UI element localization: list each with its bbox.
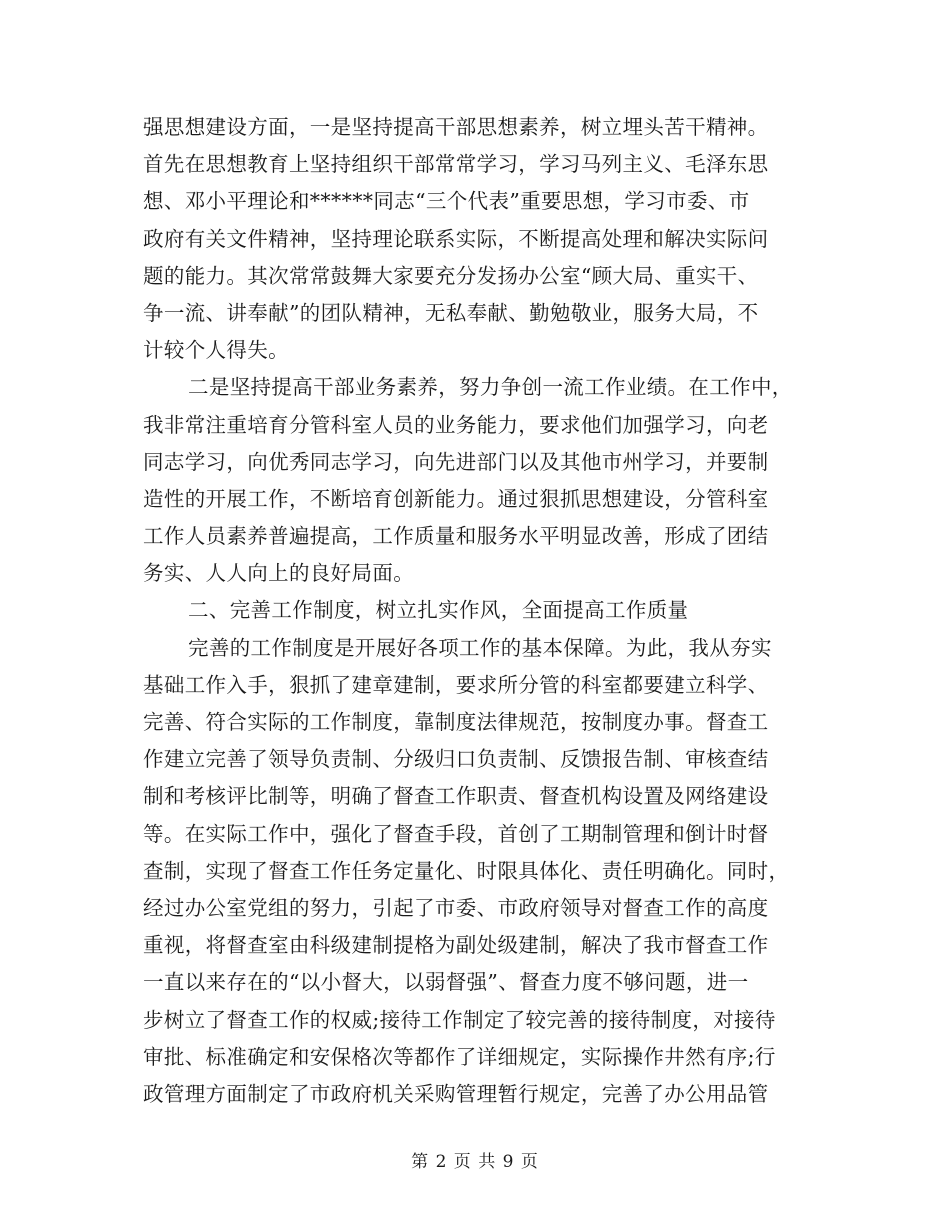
text-line: 造性的开展工作，不断培育创新能力。通过狠抓思想建设，分管科室	[143, 486, 769, 511]
paragraph-start-line: 完善的工作制度是开展好各项工作的基本保障。为此，我从夯实	[188, 635, 772, 660]
text-line: 争一流、讲奉献”的团队精神，无私奉献、勤勉敬业，服务大局，不	[143, 300, 759, 325]
text-line: 基础工作入手，狠抓了建章建制，要求所分管的科室都要建立科学、	[143, 672, 769, 697]
text-line: 计较个人得失。	[143, 338, 289, 363]
paragraph-start-line: 二是坚持提高干部业务素养，努力争创一流工作业绩。在工作中，	[188, 375, 793, 400]
text-line: 等。在实际工作中，强化了督查手段，首创了工期制管理和倒计时督	[143, 821, 769, 846]
text-line: 审批、标准确定和安保格次等都作了详细规定，实际操作井然有序;行	[143, 1044, 776, 1069]
page-number-footer: 第 2 页 共 9 页	[411, 1152, 539, 1172]
text-line: 强思想建设方面，一是坚持提高干部思想素养，树立埋头苦干精神。	[143, 115, 769, 139]
body-text	[143, 109, 803, 1113]
text-line: 完善、符合实际的工作制度，靠制度法律规范，按制度办事。督查工	[143, 710, 769, 734]
section-heading: 二、完善工作制度，树立扎实作风，全面提高工作质量	[188, 598, 689, 623]
text-line: 步树立了督查工作的权威;接待工作制定了较完善的接待制度，对接待	[143, 1007, 776, 1032]
text-line: 政府有关文件精神，坚持理论联系实际，不断提高处理和解决实际问	[143, 226, 769, 251]
text-line: 工作人员素养普遍提高，工作质量和服务水平明显改善，形成了团结	[143, 524, 769, 549]
text-line: 题的能力。其次常常鼓舞大家要充分发扬办公室“顾大局、重实干、	[143, 263, 759, 288]
text-line: 查制，实现了督查工作任务定量化、时限具体化、责任明确化。同时，	[143, 858, 790, 883]
text-line: 同志学习，向优秀同志学习，向先进部门以及其他市州学习，并要制	[143, 449, 769, 474]
text-line: 制和考核评比制等，明确了督查工作职责、督查机构设置及网络建设	[143, 784, 769, 809]
text-line: 一直以来存在的“以小督大，以弱督强”、督查力度不够问题，进一	[143, 970, 749, 995]
text-line: 政管理方面制定了市政府机关采购管理暂行规定，完善了办公用品管	[143, 1081, 769, 1106]
text-line: 我非常注重培育分管科室人员的业务能力，要求他们加强学习，向老	[143, 412, 769, 437]
text-line: 经过办公室党组的努力，引起了市委、市政府领导对督查工作的高度	[143, 895, 769, 920]
text-line: 务实、人人向上的良好局面。	[143, 561, 415, 586]
text-line: 重视，将督查室由科级建制提格为副处级建制，解决了我市督查工作	[143, 933, 769, 958]
text-line: 首先在思想教育上坚持组织干部常常学习，学习马列主义、毛泽东思	[143, 152, 769, 177]
text-line: 作建立完善了领导负责制、分级归口负责制、反馈报告制、审核查结	[143, 747, 769, 772]
text-line: 想、邓小平理论和******同志“三个代表”重要思想，学习市委、市	[143, 189, 750, 214]
